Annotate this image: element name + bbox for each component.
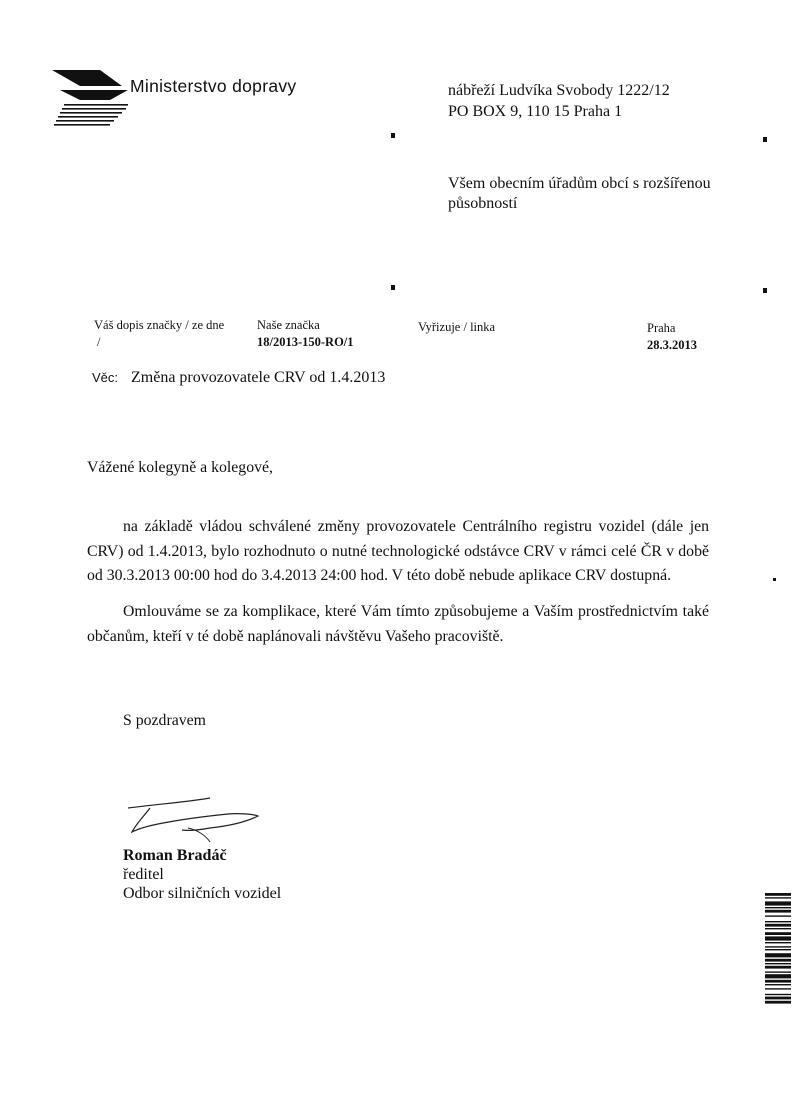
our-ref-value: 18/2013-150-RO/1 <box>257 335 354 349</box>
ministry-name: Ministerstvo dopravy <box>130 76 297 96</box>
barcode-bar <box>765 988 791 989</box>
barcode-bar <box>765 959 791 962</box>
date: 28.3.2013 <box>647 338 697 352</box>
address-line-1: nábřeží Ludvíka Svobody 1222/12 <box>448 82 670 99</box>
fold-mark <box>763 288 767 293</box>
barcode-bar <box>765 980 791 983</box>
barcode-bar <box>765 924 791 927</box>
paragraph-2: Omlouváme se za komplikace, které Vám tímto způsobujeme a Vaším prostřednictvím také občanům, kteří v té době naplánovali návštěvu Vašeho pracoviště. <box>87 603 709 645</box>
barcode-bar <box>765 946 791 947</box>
barcode-bar <box>765 907 791 908</box>
barcode-bar <box>765 953 791 957</box>
barcode-bar <box>765 915 791 916</box>
recipient-line-2: působností <box>448 195 518 212</box>
paragraph-1: na základě vládou schválené změny provozovatele Centrálního registru vozidel (dále jen CRV) od 1.4.2013, bylo rozhodnuto o nutné technologické odstávce CRV v rámci celé ČR v době od 30.3.2013 00:00 hod do 3.4.2013 24:00 hod. V této době nebude aplikace CRV dostupná. <box>87 518 709 584</box>
barcode-bar <box>765 1001 791 1004</box>
barcode-bar <box>765 932 791 935</box>
barcode-bar <box>765 971 791 972</box>
address-line-2: PO BOX 9, 110 15 Praha 1 <box>448 103 623 120</box>
fold-mark <box>391 133 395 138</box>
barcode-bar <box>765 901 791 905</box>
barcode-bar <box>765 974 791 978</box>
barcode-bar <box>765 994 791 995</box>
barcode-bar <box>765 897 791 898</box>
our-ref-label: Naše značka <box>257 318 320 332</box>
ministry-logo-icon <box>50 68 132 130</box>
barcode-bar <box>765 997 791 1000</box>
barcode-bar <box>765 966 791 969</box>
signatory-name: Roman Bradáč <box>123 847 227 864</box>
barcode-image <box>765 893 791 1045</box>
subject-label: Věc: <box>92 370 119 385</box>
handled-by-label: Vyřizuje / linka <box>418 320 496 334</box>
recipient-line-1: Všem obecním úřadům obcí s rozšířenou <box>448 175 711 192</box>
fold-mark <box>391 285 395 290</box>
barcode-bar <box>765 936 791 940</box>
barcode-bar <box>765 928 791 929</box>
scan-mark <box>773 578 776 581</box>
signatory-department: Odbor silničních vozidel <box>123 885 282 902</box>
barcode-bar <box>765 910 791 913</box>
your-ref-value: / <box>97 335 101 349</box>
barcode-bar <box>765 942 791 943</box>
barcode-bar <box>765 984 791 985</box>
place: Praha <box>647 321 676 335</box>
barcode-bar <box>765 893 791 896</box>
barcode-bar <box>765 963 791 964</box>
signatory-title: ředitel <box>123 866 164 883</box>
fold-mark <box>763 137 767 142</box>
closing: S pozdravem <box>123 712 206 729</box>
barcode-bar <box>765 921 791 922</box>
signature-image <box>118 794 268 844</box>
barcode-bar <box>765 949 791 950</box>
your-ref-label: Váš dopis značky / ze dne <box>94 318 225 332</box>
subject-text: Změna provozovatele CRV od 1.4.2013 <box>131 369 386 386</box>
salutation: Vážené kolegyně a kolegové, <box>87 459 273 476</box>
